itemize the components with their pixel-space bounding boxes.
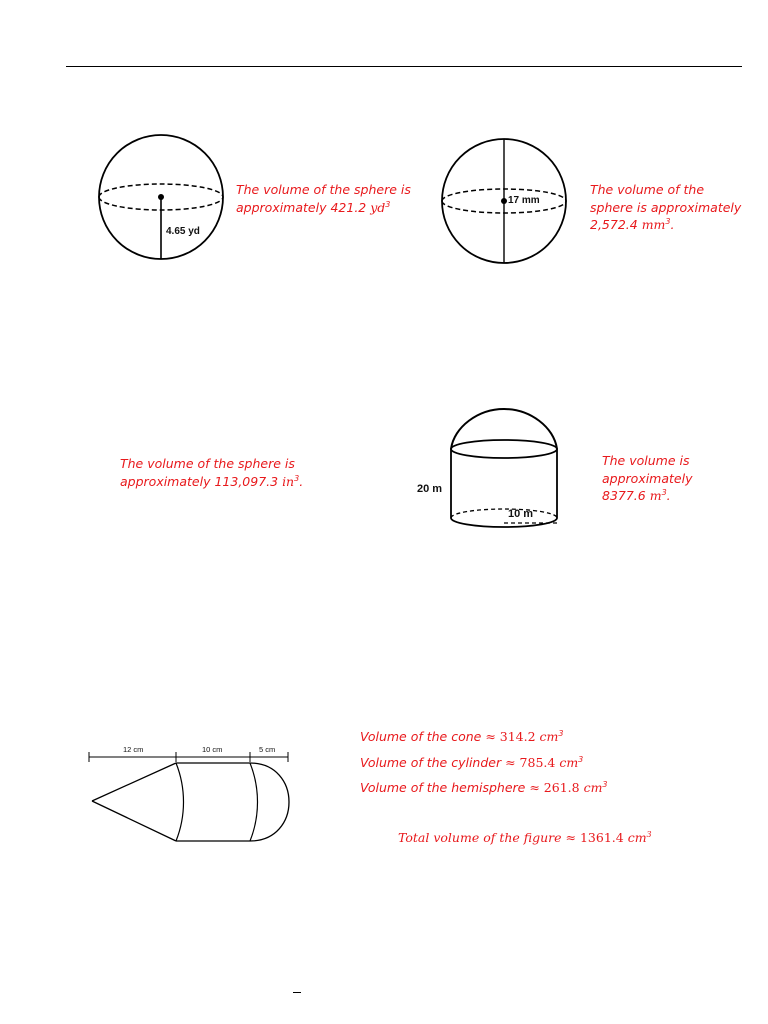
answer-line: The volume of the — [590, 182, 705, 197]
exponent: 3 — [578, 754, 584, 764]
cone-volume — [360, 728, 564, 746]
exponent: 3 — [665, 216, 671, 226]
unit: cm — [583, 780, 603, 795]
unit: yd — [370, 199, 386, 215]
sphere-diagram-2 — [440, 136, 570, 266]
cone-cylinder-hemisphere-diagram — [88, 748, 294, 848]
footer-mark — [293, 992, 301, 993]
answer-line: approximately — [602, 470, 693, 486]
approx-value: ≈ 1361.4 — [565, 830, 628, 845]
radius-label: 10 m — [508, 508, 534, 520]
approx-value: ≈ 261.8 — [529, 780, 584, 795]
answer-value: 8377.6 — [602, 488, 650, 503]
exponent: 3 — [385, 199, 391, 209]
exponent: 3 — [558, 728, 564, 738]
exponent: 3 — [602, 779, 608, 789]
total-volume — [398, 829, 652, 847]
exponent: 3 — [661, 487, 667, 497]
answer-line: The volume is — [602, 453, 690, 468]
total-volume-text: Total volume of the figure — [398, 830, 566, 845]
answer-line — [120, 473, 303, 491]
unit: cm — [539, 729, 559, 744]
answer-line: The volume of the sphere is — [236, 182, 411, 197]
height-label: 20 m — [417, 483, 443, 495]
period: . — [666, 488, 671, 503]
cylinder-volume-text: Volume of the cylinder — [360, 755, 506, 770]
answer-value: approximately 113,097.3 — [120, 473, 283, 489]
header-rule — [66, 66, 742, 67]
answer-value: approximately 421.2 — [236, 199, 371, 215]
answer-line: The volume of the sphere is — [120, 456, 295, 471]
cone-length-label: 12 cm — [123, 745, 144, 754]
hemisphere-volume — [360, 779, 608, 797]
sphere-diagram-1 — [96, 130, 226, 264]
exponent: 3 — [294, 473, 300, 483]
unit: in — [282, 473, 295, 489]
answer-line: sphere is approximately — [590, 199, 742, 215]
cone-volume-text: Volume of the cone — [360, 729, 486, 744]
answer-sphere-1 — [236, 181, 411, 216]
answer-composite — [602, 452, 693, 505]
exponent: 3 — [646, 829, 652, 839]
cylinder-length-label: 10 cm — [202, 745, 223, 754]
answer-line — [602, 487, 693, 505]
period: . — [299, 473, 304, 489]
answer-value: 2,572.4 — [590, 217, 642, 232]
answer-sphere-2 — [590, 181, 741, 234]
unit: m — [649, 488, 662, 503]
approx-value: ≈ 785.4 — [505, 755, 560, 770]
hemisphere-length-label: 5 cm — [259, 745, 276, 754]
radius-label: 4.65 yd — [166, 226, 200, 237]
hemisphere-volume-text: Volume of the hemisphere — [360, 780, 530, 795]
unit: cm — [559, 755, 579, 770]
unit: mm — [641, 217, 666, 232]
answer-line — [236, 199, 411, 217]
cylinder-volume — [360, 754, 583, 772]
answer-sphere-3 — [120, 455, 303, 490]
cylinder-hemisphere-diagram — [448, 405, 562, 533]
approx-value: ≈ 314.2 — [485, 729, 540, 744]
unit: cm — [627, 830, 647, 845]
answer-line — [590, 216, 741, 234]
diameter-label: 17 mm — [508, 195, 540, 206]
period: . — [670, 217, 675, 232]
